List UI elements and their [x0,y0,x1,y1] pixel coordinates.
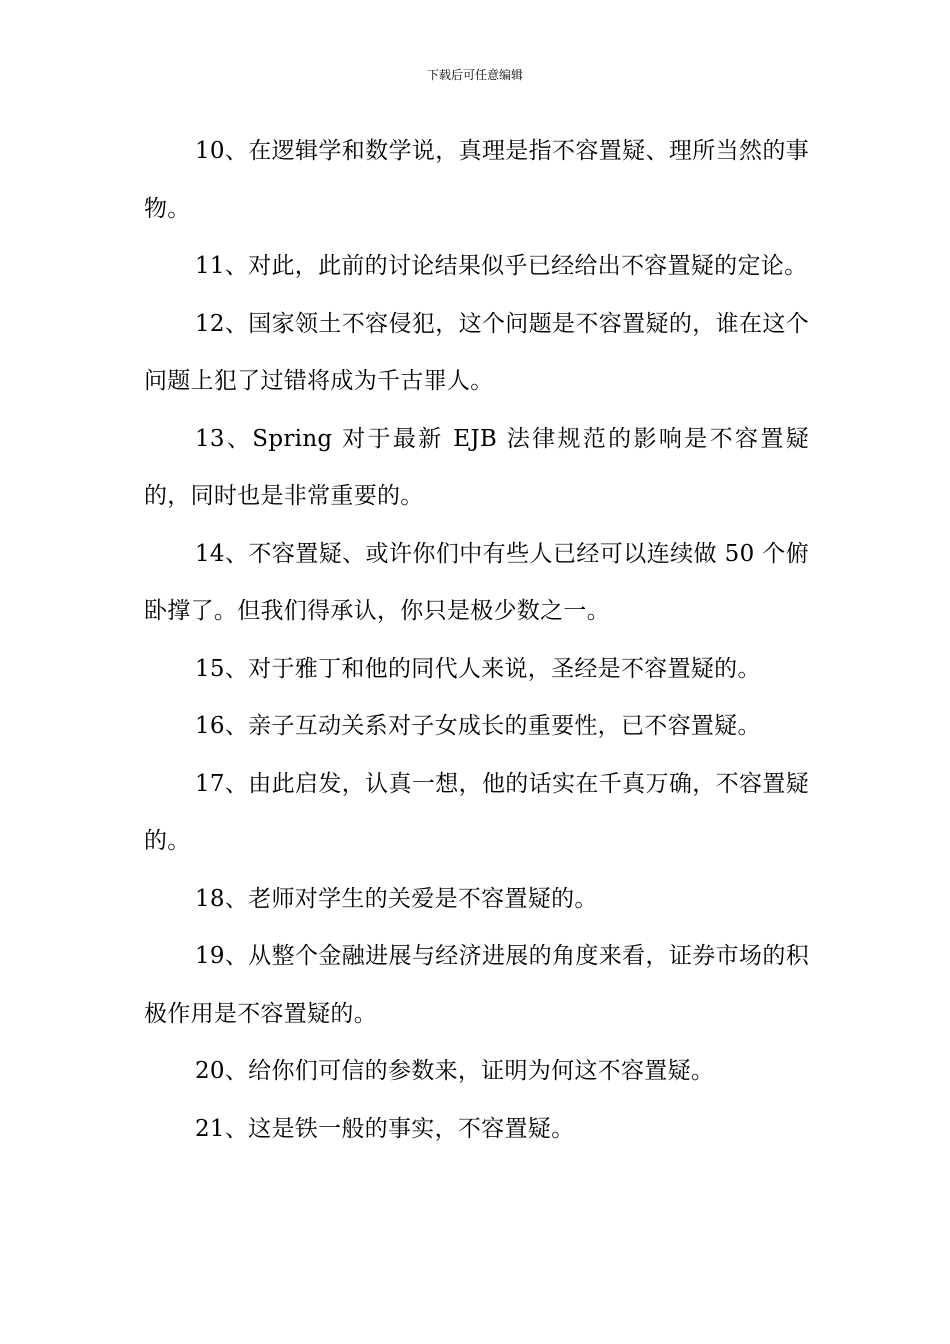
sentence-paragraph: 20、给你们可信的参数来，证明为何这不容置疑。 [195,1058,715,1084]
sentence-paragraph: 21、这是铁一般的事实，不容置疑。 [195,1115,575,1142]
sentence-paragraph: 10、在逻辑学和数学说，真理是指不容置疑、理所当然的事物。 [144,138,809,222]
sentence-paragraph: 18、老师对学生的关爱是不容置疑的。 [195,885,598,912]
sentence-paragraph: 12、国家领土不容侵犯，这个问题是不容置疑的，谁在这个问题上犯了过错将成为千古罪人。 [144,310,809,394]
sentence-paragraph: 17、由此启发，认真一想，他的话实在千真万确，不容置疑的。 [144,770,809,854]
sentence-paragraph: 15、对于雅丁和他的同代人来说，圣经是不容置疑的。 [195,655,761,682]
document-body [144,123,809,1158]
sentence-paragraph: 19、从整个金融进展与经济进展的角度来看，证券市场的积极作用是不容置疑的。 [144,943,809,1027]
sentence-paragraph: 13、Spring 对于最新 EJB 法律规范的影响是不容置疑的，同时也是非常重要的。 [144,425,809,509]
page-header: 下载后可任意编辑 [426,68,523,82]
sentence-paragraph: 14、不容置疑、或许你们中有些人已经可以连续做 50 个俯卧撑了。但我们得承认，你只是极少数之一。 [144,540,809,624]
sentence-paragraph: 16、亲子互动关系对子女成长的重要性，已不容置疑。 [195,713,761,739]
sentence-paragraph: 11、对此，此前的讨论结果似乎已经给出不容置疑的定论。 [195,253,808,279]
